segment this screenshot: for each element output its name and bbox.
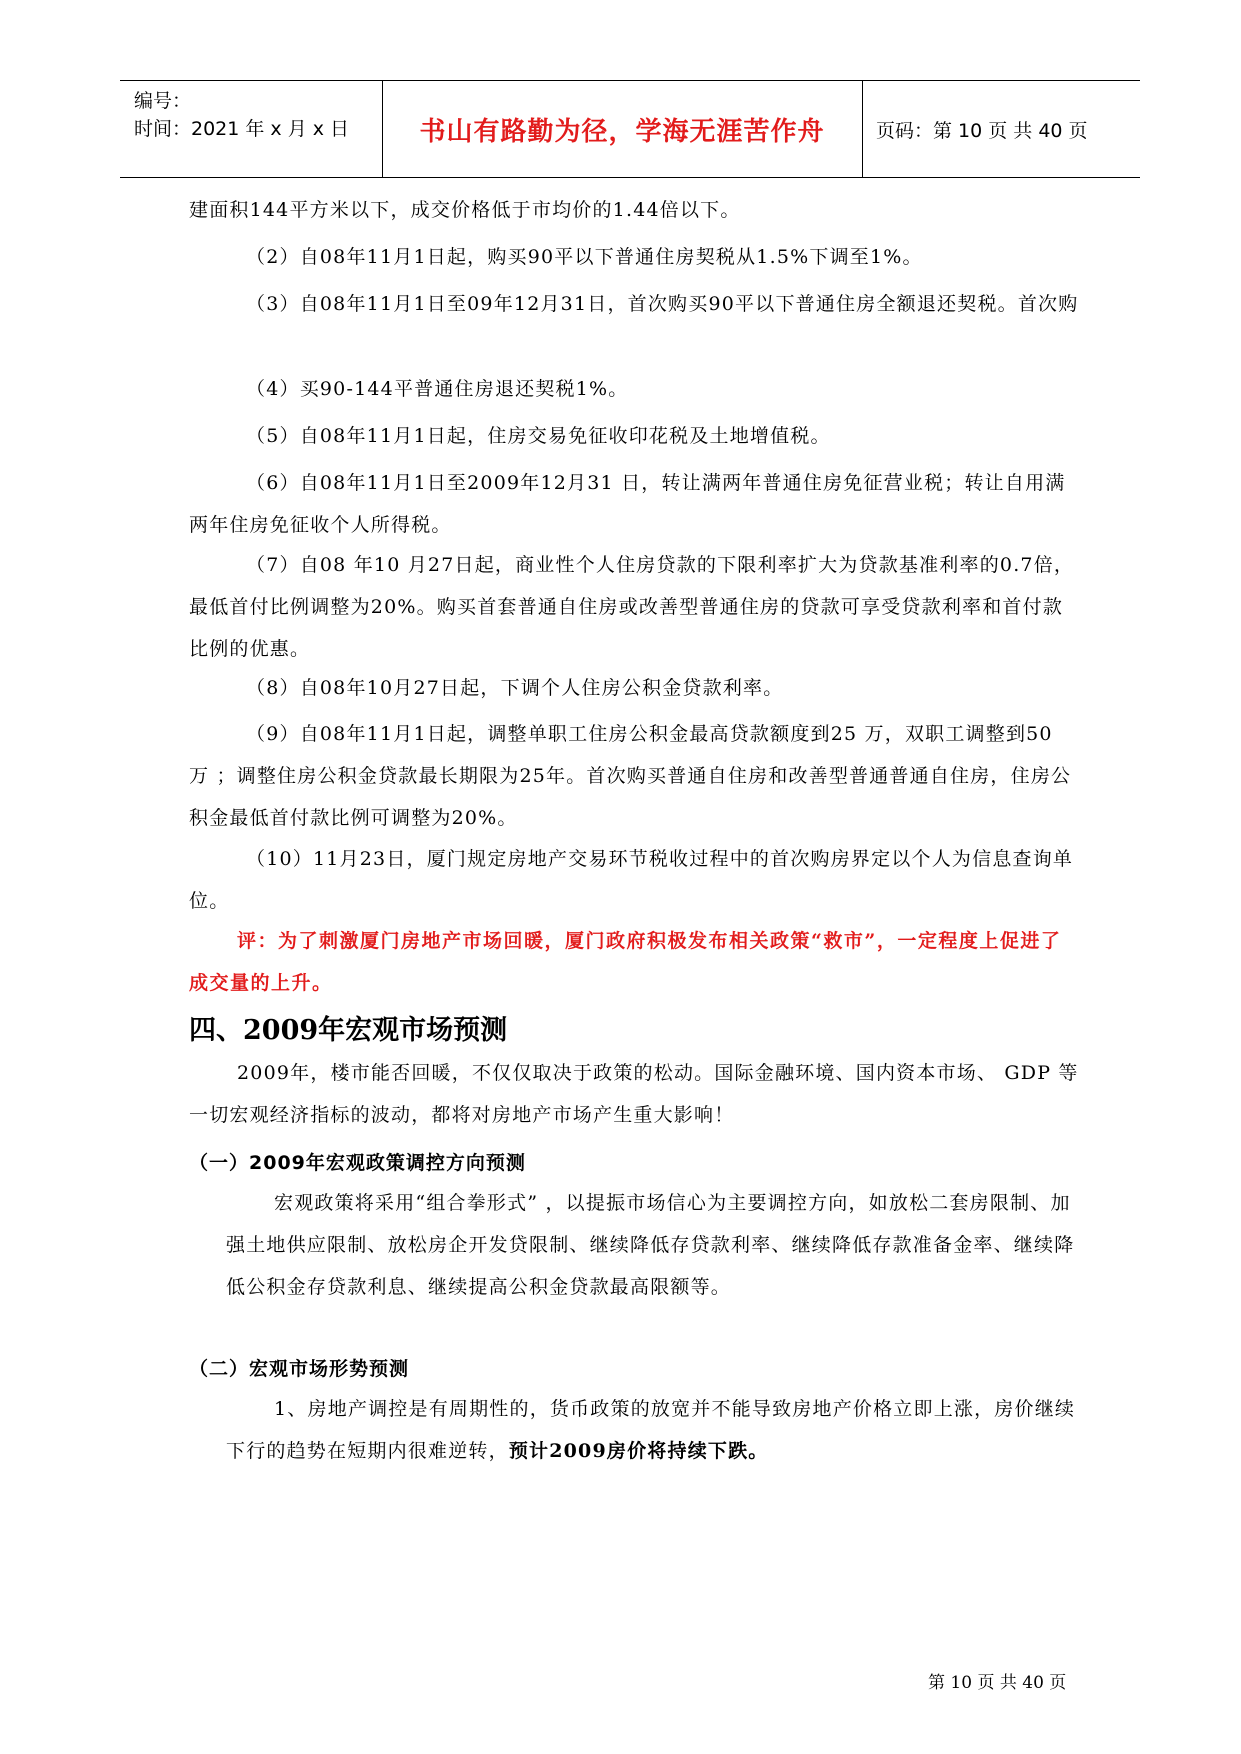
subsection-2-title: （二）宏观市场形势预测 <box>189 1358 410 1380</box>
header-motto: 书山有路勤为径，学海无涯苦作舟 <box>419 116 825 147</box>
section-4-intro: 2009年，楼市能否回暖，不仅仅取决于政策的松动。国际金融环境、国内资本市场、 GDP 等一切宏观经济指标的波动，都将对房地产市场产生重大影响！ <box>189 1062 1079 1126</box>
paragraph-7: （7）自08 年10 月27日起，商业性个人住房贷款的下限利率扩大为贷款基准利率的0.7倍，最低首付比例调整为20%。购买首套普通自住房或改善型普通住房的贷款可享受贷款利率和首付款比例的优惠。 <box>189 554 1075 660</box>
paragraph-3: （3）自08年11月1日至09年12月31日，首次购买90平以下普通住房全额退还契税。首次购 <box>246 293 1079 315</box>
header-page-label: 页码：第 10 页 共 40 页 <box>876 119 1088 142</box>
paragraph-6: （6）自08年11月1日至2009年12月31 日，转让满两年普通住房免征营业税；转让自用满两年住房免征收个人所得税。 <box>189 472 1066 536</box>
paragraph-2: （2）自08年11月1日起，购买90平以下普通住房契税从1.5%下调至1%。 <box>246 246 923 268</box>
page-header <box>120 80 1140 178</box>
header-time-label: 时间：2021 年 x 月 x 日 <box>134 118 350 140</box>
subsection-1-text: 宏观政策将采用“组合拳形式” ，以提振市场信心为主要调控方向，如放松二套房限制、加强土地供应限制、放松房企开发贷限制、继续降低存贷款利率、继续降低存款准备金率、继续降低公积金存贷款利息、继续提高公积金贷款最高限额等。 <box>226 1192 1075 1298</box>
subsection-2-text-bold: 预计2009房价将持续下跌。 <box>508 1440 769 1462</box>
paragraph-9: （9）自08年11月1日起，调整单职工住房公积金最高贷款额度到25 万，双职工调整到50 万 ；调整住房公积金贷款最长期限为25年。首次购买普通自住房和改善型普通普通自住房，住房公积金最低首付款比例可调整为20%。 <box>189 723 1072 829</box>
paragraph-4: （4）买90-144平普通住房退还契税1%。 <box>246 378 629 400</box>
header-number-label: 编号： <box>134 90 192 112</box>
paragraph-8: （8）自08年10月27日起，下调个人住房公积金贷款利率。 <box>246 677 784 699</box>
paragraph-5: （5）自08年11月1日起，住房交易免征收印花税及土地增值税。 <box>246 425 831 447</box>
subsection-1-title: （一）2009年宏观政策调控方向预测 <box>189 1152 526 1174</box>
paragraph-10: （10）11月23日，厦门规定房地产交易环节税收过程中的首次购房界定以个人为信息查询单位。 <box>189 848 1074 912</box>
subsection-2-text-main: 1、房地产调控是有周期性的，货币政策的放宽并不能导致房地产价格立即上涨，房价继续下行的趋势在短期内很难逆转， <box>226 1398 1076 1462</box>
comment: 评：为了刺激厦门房地产市场回暖，厦门政府积极发布相关政策“救市”，一定程度上促进了成交量的上升。 <box>189 930 1062 994</box>
header-divider <box>862 81 863 177</box>
header-meta <box>134 87 349 143</box>
paragraph-1: 建面积144平方米以下，成交价格低于市均价的1.44倍以下。 <box>189 199 741 221</box>
subsection-2-text <box>226 1388 1076 1472</box>
footer-page-number: 第 10 页 共 40 页 <box>928 1673 1067 1693</box>
section-4-title: 四、2009年宏观市场预测 <box>189 1015 508 1046</box>
